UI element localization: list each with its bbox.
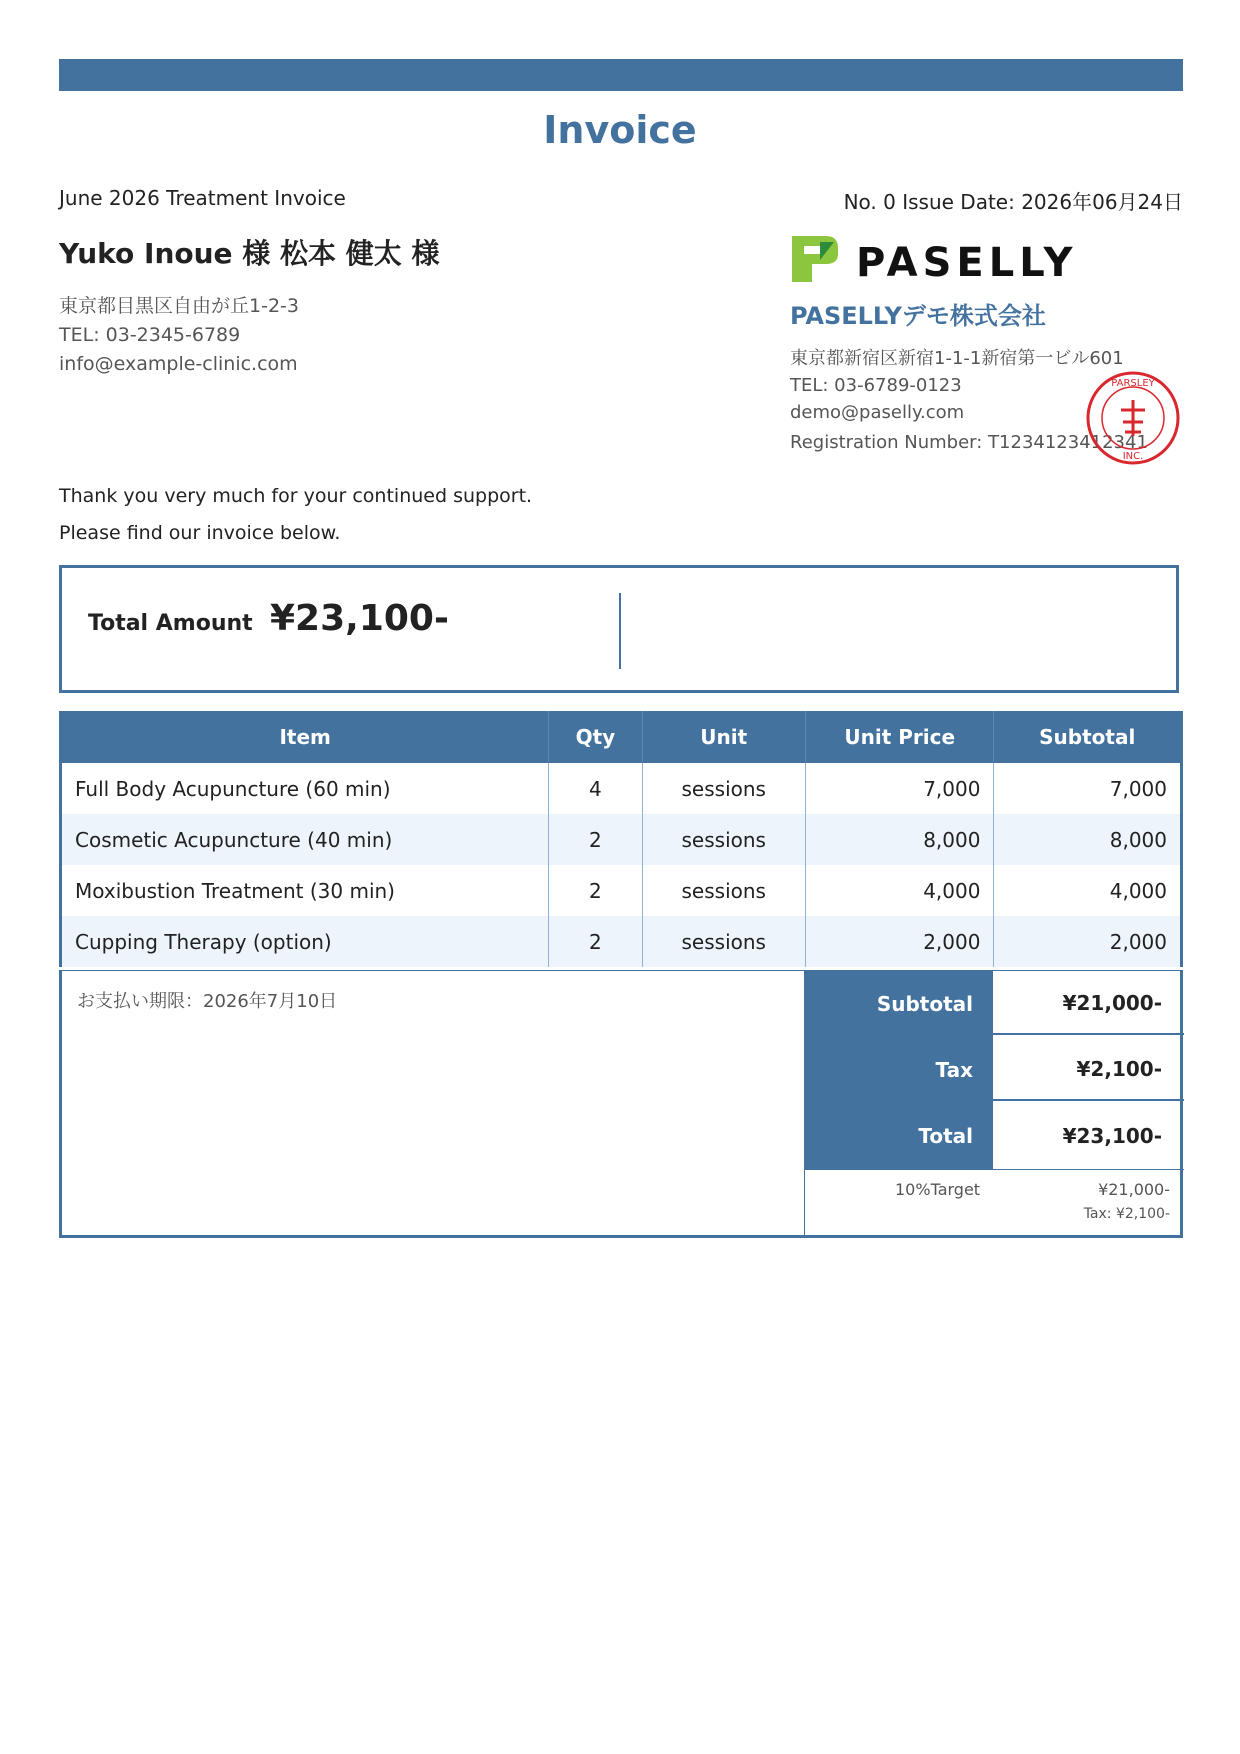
cell-unit-price: 2,000 — [805, 916, 994, 967]
cell-subtotal: 8,000 — [994, 814, 1182, 865]
cell-unit-price: 7,000 — [805, 763, 994, 814]
cell-unit: sessions — [642, 814, 805, 865]
total-amount-box — [59, 565, 1179, 693]
header-accent-bar — [59, 59, 1183, 91]
cell-qty: 2 — [549, 865, 642, 916]
tax-target-label: 10%Target — [895, 1180, 981, 1199]
table-row — [61, 916, 1182, 967]
cell-item: Cosmetic Acupuncture (40 min) — [61, 814, 549, 865]
cell-unit-price: 4,000 — [805, 865, 994, 916]
client-email: info@example-clinic.com — [59, 353, 298, 375]
subtotal-value: ¥21,000- — [993, 971, 1184, 1035]
company-name: PASELLYデモ株式会社 — [790, 302, 1046, 330]
tax-target-value: ¥21,000- — [1098, 1180, 1170, 1199]
cell-unit: sessions — [642, 916, 805, 967]
company-address: 東京都新宿区新宿1-1-1新宿第一ビル601 — [790, 348, 1124, 369]
svg-text:INC.: INC. — [1122, 451, 1144, 462]
cell-item: Cupping Therapy (option) — [61, 916, 549, 967]
registration-number: Registration Number: T1234123412341 — [790, 432, 1148, 453]
greeting — [59, 478, 532, 552]
cell-item: Full Body Acupuncture (60 min) — [75, 776, 391, 801]
document-title: Invoice — [543, 108, 697, 152]
cell-unit: sessions — [642, 763, 805, 814]
subtotal-label: Subtotal — [805, 971, 993, 1037]
payment-due-date: お支払い期限：2026年7月10日 — [77, 991, 338, 1012]
svg-text:PARSLEY: PARSLEY — [1111, 378, 1155, 389]
total-label: Total — [805, 1103, 993, 1169]
company-email: demo@paselly.com — [790, 402, 965, 423]
tax-amount-line: Tax: ¥2,100- — [1083, 1206, 1170, 1222]
summary-panel — [804, 971, 1184, 1235]
column-header-qty: Qty — [549, 711, 642, 763]
cell-qty: 4 — [549, 763, 642, 814]
cell-item: Moxibustion Treatment (30 min) — [75, 878, 395, 903]
cell-unit-price: 8,000 — [805, 814, 994, 865]
cell-subtotal: 7,000 — [994, 763, 1182, 814]
greeting-line: Thank you very much for your continued support. — [59, 485, 533, 507]
client-contact — [59, 292, 299, 379]
cell-qty: 2 — [549, 916, 642, 967]
tax-label: Tax — [805, 1037, 993, 1103]
company-seal — [1085, 370, 1181, 466]
greeting-line: Please find our invoice below. — [59, 522, 341, 544]
issue-info: No. 0 Issue Date: 2026年06月24日 — [843, 190, 1183, 214]
total-box-divider — [619, 593, 621, 669]
client-tel: TEL: 03-2345-6789 — [59, 324, 241, 346]
table-row — [61, 865, 1182, 916]
company-contact — [790, 345, 1124, 426]
total-amount-value: ¥23,100- — [270, 598, 449, 639]
column-header-item: Item — [61, 711, 549, 763]
column-header-unit: Unit — [642, 711, 805, 763]
company-tel: TEL: 03-6789-0123 — [790, 375, 962, 396]
invoice-subject: June 2026 Treatment Invoice — [59, 186, 346, 210]
total-value: ¥23,100- — [1062, 1124, 1162, 1148]
total-amount-label: Total Amount — [88, 611, 253, 636]
table-header-row — [61, 711, 1182, 763]
company-logo — [790, 232, 1090, 284]
tax-value: ¥2,100- — [993, 1037, 1184, 1101]
column-header-unit-price: Unit Price — [805, 711, 994, 763]
cell-subtotal: 2,000 — [994, 916, 1182, 967]
client-name: Yuko Inoue 様 松本 健太 様 — [59, 237, 440, 270]
divider — [805, 1169, 1184, 1170]
invoice-footer-section — [59, 970, 1183, 1238]
cell-subtotal: 4,000 — [994, 865, 1182, 916]
client-address: 東京都目黒区自由が丘1-2-3 — [59, 295, 299, 317]
column-header-subtotal: Subtotal — [994, 711, 1182, 763]
table-row — [61, 763, 1182, 814]
table-row — [61, 814, 1182, 865]
cell-unit: sessions — [642, 865, 805, 916]
cell-qty: 2 — [549, 814, 642, 865]
svg-text:PASELLY: PASELLY — [856, 240, 1078, 284]
items-table — [59, 711, 1183, 967]
